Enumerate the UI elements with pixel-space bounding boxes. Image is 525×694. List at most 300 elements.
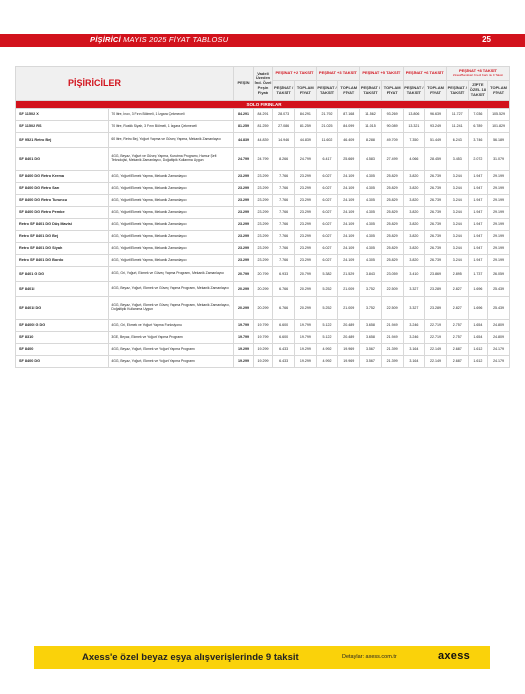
model-name: SF 8400 DG Retro Turuncu bbox=[16, 195, 109, 207]
price-cell: 20.799 bbox=[234, 267, 254, 282]
price-cell: 21.399 bbox=[381, 356, 403, 368]
price-cell: 3.244 bbox=[446, 219, 468, 231]
sub-pesinat-taksit: PEŞİNAT / TAKSİT bbox=[316, 81, 338, 101]
price-cell: 1.696 bbox=[468, 297, 488, 320]
price-cell: 24.109 bbox=[338, 207, 360, 219]
price-cell: 2.827 bbox=[446, 282, 468, 297]
price-cell: 24.799 bbox=[234, 148, 254, 171]
price-cell: 24.109 bbox=[338, 195, 360, 207]
price-cell: 6.433 bbox=[273, 344, 295, 356]
price-cell: 21.025 bbox=[316, 121, 338, 133]
price-cell: 26.739 bbox=[425, 207, 447, 219]
price-cell: 3.820 bbox=[403, 183, 425, 195]
price-cell: 20.299 bbox=[234, 297, 254, 320]
price-cell: 11.727 bbox=[446, 109, 468, 121]
price-cell: 26.739 bbox=[425, 171, 447, 183]
price-cell: 6.417 bbox=[316, 148, 338, 171]
price-cell: 25.829 bbox=[381, 219, 403, 231]
table-row bbox=[16, 320, 510, 332]
price-cell: 26.739 bbox=[425, 195, 447, 207]
price-cell: 3.244 bbox=[446, 183, 468, 195]
price-cell: 20.489 bbox=[338, 332, 360, 344]
price-cell: 23.299 bbox=[253, 255, 273, 267]
price-cell: 1.947 bbox=[468, 183, 488, 195]
price-cell: 7.766 bbox=[273, 255, 295, 267]
sub-pesinat-taksit: PEŞİNAT / TAKSİT bbox=[360, 81, 382, 101]
price-cell: 3.746 bbox=[468, 133, 488, 148]
price-cell: 4.305 bbox=[360, 171, 382, 183]
price-cell: 11.602 bbox=[316, 133, 338, 148]
price-cell: 29.199 bbox=[488, 183, 510, 195]
price-cell: 19.969 bbox=[338, 344, 360, 356]
price-cell: 3.410 bbox=[403, 267, 425, 282]
table-row bbox=[16, 344, 510, 356]
sub-toplam-fiyat: TOPLAM FİYAT bbox=[488, 81, 510, 101]
price-cell: 23.299 bbox=[253, 207, 273, 219]
group-2-taksit: PEŞİNAT +2 TAKSİT bbox=[273, 67, 316, 81]
price-cell: 23.299 bbox=[234, 219, 254, 231]
price-cell: 31.079 bbox=[488, 148, 510, 171]
price-cell: 5.122 bbox=[316, 320, 338, 332]
model-name: SF 8400 bbox=[16, 344, 109, 356]
price-cell: 27.086 bbox=[273, 121, 295, 133]
price-cell: 81.259 bbox=[234, 121, 254, 133]
price-cell: 6.243 bbox=[446, 133, 468, 148]
model-description: 4GG, Beyaz, Yoğurt, Ekmek ve Yoğurt Yapma Programı bbox=[109, 344, 234, 356]
price-cell: 28.459 bbox=[425, 148, 447, 171]
price-cell: 84.291 bbox=[294, 109, 316, 121]
price-cell: 44.839 bbox=[234, 133, 254, 148]
price-cell: 28.073 bbox=[273, 109, 295, 121]
price-cell: 23.299 bbox=[294, 171, 316, 183]
price-cell: 24.109 bbox=[338, 171, 360, 183]
price-cell: 96.639 bbox=[425, 109, 447, 121]
price-cell: 25.829 bbox=[381, 207, 403, 219]
model-name: SF 8401I DG bbox=[16, 297, 109, 320]
price-cell: 4.305 bbox=[360, 195, 382, 207]
price-cell: 27.499 bbox=[381, 148, 403, 171]
price-cell: 29.199 bbox=[488, 171, 510, 183]
price-cell: 19.299 bbox=[294, 356, 316, 368]
sub-pesinat-taksit: PEŞİNAT / TAKSİT bbox=[446, 81, 468, 101]
model-description: 4GG, Yoğurt/Ekmek Yapma, Mekanik Zamanlayıcı bbox=[109, 243, 234, 255]
banner-slogan: Axess'e özel beyaz eşya alışverişlerinde 9 taksit bbox=[82, 652, 299, 663]
price-cell: 3.820 bbox=[403, 171, 425, 183]
price-cell: 20.299 bbox=[253, 282, 273, 297]
model-description: 4GG, Yoğurt/Ekmek Yapma, Mekanik Zamanlayıcı bbox=[109, 219, 234, 231]
price-cell: 29.199 bbox=[488, 195, 510, 207]
price-cell: 1.947 bbox=[468, 195, 488, 207]
price-cell: 21.009 bbox=[338, 282, 360, 297]
price-cell: 1.947 bbox=[468, 207, 488, 219]
price-cell: 1.947 bbox=[468, 219, 488, 231]
sub-pesinat-taksit: PEŞİNAT / TAKSİT bbox=[403, 81, 425, 101]
model-name: SF 9521 Retro Bej bbox=[16, 133, 109, 148]
price-cell: 22.509 bbox=[381, 297, 403, 320]
price-cell: 26.739 bbox=[425, 219, 447, 231]
price-cell: 26.739 bbox=[425, 255, 447, 267]
table-row bbox=[16, 219, 510, 231]
price-cell: 25.669 bbox=[338, 148, 360, 171]
price-cell: 24.179 bbox=[488, 356, 510, 368]
price-cell: 7.036 bbox=[468, 109, 488, 121]
model-name: SF 8400 DG Retro Sarı bbox=[16, 183, 109, 195]
price-cell: 25.829 bbox=[381, 243, 403, 255]
price-cell: 1.947 bbox=[468, 231, 488, 243]
price-cell: 84.291 bbox=[253, 109, 273, 121]
price-cell: 25.829 bbox=[381, 255, 403, 267]
price-cell: 3.244 bbox=[446, 255, 468, 267]
price-cell: 3.244 bbox=[446, 195, 468, 207]
price-cell: 81.259 bbox=[253, 121, 273, 133]
model-description: 4GG, Beyaz, Yoğurt ve Güveç Yapma, Kurutma Programı, Hamur Şefi Teknolojisi, Mekanik Zamanlayıcı, Doğaltipik Kullanma Uygun bbox=[109, 148, 234, 171]
price-cell: 19.799 bbox=[294, 320, 316, 332]
model-description: 4GG, Beyaz, Yoğurt, Ekmek ve Güveç Yapma Programı, Mekanik Zamanlayıcı bbox=[109, 282, 234, 297]
price-cell: 6.766 bbox=[273, 297, 295, 320]
price-cell: 13.806 bbox=[403, 109, 425, 121]
price-cell: 23.299 bbox=[234, 207, 254, 219]
col-pesin: PEŞİN bbox=[234, 67, 254, 101]
section-row bbox=[16, 101, 510, 109]
table-row bbox=[16, 255, 510, 267]
model-description: 60 litre, Retro Bej, Yoğurt Yapma ve Güveç Yapma, Mekanik Zamanlayıcı bbox=[109, 133, 234, 148]
price-cell: 6.027 bbox=[316, 171, 338, 183]
price-cell: 1.737 bbox=[468, 267, 488, 282]
model-name: SF 11502 X bbox=[16, 109, 109, 121]
price-cell: 84.099 bbox=[338, 121, 360, 133]
price-cell: 29.199 bbox=[488, 255, 510, 267]
price-cell: 2.687 bbox=[446, 344, 468, 356]
price-cell: 23.299 bbox=[294, 183, 316, 195]
price-cell: 19.799 bbox=[253, 320, 273, 332]
model-name: SF 8401I bbox=[16, 282, 109, 297]
price-cell: 6.027 bbox=[316, 207, 338, 219]
price-cell: 23.299 bbox=[234, 243, 254, 255]
price-cell: 21.399 bbox=[381, 344, 403, 356]
price-cell: 105.529 bbox=[488, 109, 510, 121]
price-cell: 19.799 bbox=[234, 332, 254, 344]
promo-banner[interactable] bbox=[34, 646, 490, 669]
sub-pesinat-taksit: PEŞİNAT / TAKSİT bbox=[273, 81, 295, 101]
sub-ozel-18-taksit: ZİPTE ÖZEL 18 TAKSİT bbox=[468, 81, 488, 101]
price-cell: 19.299 bbox=[294, 344, 316, 356]
price-cell: 20.299 bbox=[234, 282, 254, 297]
sub-toplam-fiyat: TOPLAM FİYAT bbox=[294, 81, 316, 101]
price-cell: 1.947 bbox=[468, 243, 488, 255]
price-cell: 23.059 bbox=[381, 267, 403, 282]
price-cell: 11.562 bbox=[360, 109, 382, 121]
table-row bbox=[16, 183, 510, 195]
model-description: 4GG, Gri, Ekmek ve Yoğurt Yapma Fonksiyonu bbox=[109, 320, 234, 332]
price-cell: 87.168 bbox=[338, 109, 360, 121]
price-cell: 24.799 bbox=[253, 148, 273, 171]
model-name: Retro SF 8401 DG Siyah bbox=[16, 243, 109, 255]
price-cell: 46.409 bbox=[338, 133, 360, 148]
price-cell: 3.752 bbox=[360, 282, 382, 297]
table-row bbox=[16, 267, 510, 282]
price-cell: 5.122 bbox=[316, 332, 338, 344]
price-cell: 25.439 bbox=[488, 282, 510, 297]
price-cell: 3.164 bbox=[403, 344, 425, 356]
price-cell: 2.827 bbox=[446, 297, 468, 320]
price-cell: 2.687 bbox=[446, 356, 468, 368]
price-cell: 7.766 bbox=[273, 243, 295, 255]
price-cell: 6.027 bbox=[316, 231, 338, 243]
price-cell: 22.719 bbox=[425, 320, 447, 332]
price-cell: 19.799 bbox=[294, 332, 316, 344]
price-cell: 24.109 bbox=[338, 231, 360, 243]
price-cell: 25.439 bbox=[488, 297, 510, 320]
price-cell: 24.109 bbox=[338, 183, 360, 195]
price-cell: 3.244 bbox=[446, 171, 468, 183]
price-cell: 4.992 bbox=[316, 344, 338, 356]
price-cell: 23.299 bbox=[234, 231, 254, 243]
table-row bbox=[16, 297, 510, 320]
price-table bbox=[15, 66, 510, 368]
model-description: 4GG, Yoğurt/Ekmek Yapma, Mekanik Zamanlayıcı bbox=[109, 183, 234, 195]
price-cell: 25.829 bbox=[381, 171, 403, 183]
price-cell: 20.799 bbox=[253, 267, 273, 282]
price-cell: 49.709 bbox=[381, 133, 403, 148]
price-cell: 23.299 bbox=[294, 219, 316, 231]
price-cell: 23.299 bbox=[234, 183, 254, 195]
price-cell: 8.266 bbox=[273, 148, 295, 171]
price-cell: 4.305 bbox=[360, 219, 382, 231]
price-cell: 13.321 bbox=[403, 121, 425, 133]
table-row bbox=[16, 171, 510, 183]
price-cell: 24.809 bbox=[488, 320, 510, 332]
price-cell: 7.766 bbox=[273, 183, 295, 195]
price-cell: 23.299 bbox=[253, 171, 273, 183]
price-cell: 6.789 bbox=[468, 121, 488, 133]
page-number: 25 bbox=[482, 35, 491, 44]
price-cell: 11.015 bbox=[360, 121, 382, 133]
price-cell: 3.164 bbox=[403, 356, 425, 368]
price-cell: 3.246 bbox=[403, 332, 425, 344]
page-title: PİŞİRİCİ MAYIS 2025 FİYAT TABLOSU bbox=[90, 35, 229, 44]
sub-toplam-fiyat: TOPLAM FİYAT bbox=[381, 81, 403, 101]
price-cell: 4.066 bbox=[403, 148, 425, 171]
price-cell: 2.757 bbox=[446, 320, 468, 332]
table-row bbox=[16, 243, 510, 255]
price-cell: 1.612 bbox=[468, 356, 488, 368]
price-cell: 7.766 bbox=[273, 231, 295, 243]
price-cell: 29.199 bbox=[488, 219, 510, 231]
table-row bbox=[16, 207, 510, 219]
price-cell: 23.299 bbox=[294, 207, 316, 219]
price-cell: 22.719 bbox=[425, 332, 447, 344]
price-cell: 6.027 bbox=[316, 243, 338, 255]
price-cell: 3.820 bbox=[403, 255, 425, 267]
banner-details-link[interactable]: Detaylar: axess.com.tr bbox=[342, 654, 397, 660]
price-cell: 23.299 bbox=[234, 171, 254, 183]
page-header-bar bbox=[0, 34, 525, 47]
price-cell: 23.299 bbox=[234, 255, 254, 267]
price-cell: 2.757 bbox=[446, 332, 468, 344]
price-cell: 5.382 bbox=[316, 267, 338, 282]
price-cell: 3.246 bbox=[403, 320, 425, 332]
price-cell: 24.109 bbox=[338, 255, 360, 267]
price-cell: 23.299 bbox=[294, 243, 316, 255]
model-description: 70 litre, İnox, 3 Fırın Bölmeli, 1 İzgara Çekmeceli bbox=[109, 109, 234, 121]
price-cell: 20.299 bbox=[294, 297, 316, 320]
model-description: 4GG, Beyaz, Yoğurt, Ekmek ve Yoğurt Yapma Programı bbox=[109, 356, 234, 368]
price-cell: 1.654 bbox=[468, 320, 488, 332]
price-cell: 6.600 bbox=[273, 320, 295, 332]
price-cell: 23.299 bbox=[294, 255, 316, 267]
price-cell: 5.252 bbox=[316, 297, 338, 320]
table-row bbox=[16, 231, 510, 243]
price-cell: 8.288 bbox=[360, 133, 382, 148]
price-cell: 3.567 bbox=[360, 344, 382, 356]
price-cell: 21.009 bbox=[338, 297, 360, 320]
model-description: 4GG, Yoğurt/Ekmek Yapma, Mekanik Zamanlayıcı bbox=[109, 255, 234, 267]
price-cell: 7.766 bbox=[273, 219, 295, 231]
group-5-taksit: PEŞİNAT +5 TAKSİT bbox=[360, 67, 403, 81]
price-cell: 23.869 bbox=[425, 267, 447, 282]
price-cell: 3.658 bbox=[360, 320, 382, 332]
price-cell: 93.249 bbox=[425, 121, 447, 133]
price-cell: 3.453 bbox=[446, 148, 468, 171]
model-name: SF 8400 DG Retro Krema bbox=[16, 171, 109, 183]
price-cell: 20.799 bbox=[294, 267, 316, 282]
price-cell: 26.739 bbox=[425, 231, 447, 243]
price-cell: 3.567 bbox=[360, 356, 382, 368]
price-cell: 7.766 bbox=[273, 207, 295, 219]
price-cell: 51.449 bbox=[425, 133, 447, 148]
group-6-taksit: PEŞİNAT +6 TAKSİT bbox=[403, 67, 446, 81]
price-cell: 93.269 bbox=[381, 109, 403, 121]
price-cell: 2.895 bbox=[446, 267, 468, 282]
price-cell: 84.291 bbox=[234, 109, 254, 121]
model-name: SF 8400 DG bbox=[16, 356, 109, 368]
axess-logo: axess bbox=[437, 650, 471, 662]
price-cell: 24.109 bbox=[338, 243, 360, 255]
price-cell: 3.244 bbox=[446, 207, 468, 219]
model-description: 4GG, Yoğurt/Ekmek Yapma, Mekanik Zamanlayıcı bbox=[109, 171, 234, 183]
price-cell: 44.839 bbox=[253, 133, 273, 148]
price-cell: 24.109 bbox=[338, 219, 360, 231]
price-cell: 26.739 bbox=[425, 243, 447, 255]
price-cell: 1.612 bbox=[468, 344, 488, 356]
table-row bbox=[16, 121, 510, 133]
price-cell: 6.600 bbox=[273, 332, 295, 344]
price-cell: 23.299 bbox=[234, 195, 254, 207]
price-cell: 3.820 bbox=[403, 231, 425, 243]
price-cell: 11.241 bbox=[446, 121, 468, 133]
group-8-taksit: PEŞİNAT +8 TAKSİT Ziraat/Bankkart Kredi Kartı ile 9 Taksit bbox=[446, 67, 509, 81]
table-row bbox=[16, 356, 510, 368]
price-cell: 6.766 bbox=[273, 282, 295, 297]
model-description: 70 litre, Rustik Siyah, 3 Fırın Bölmeli, 1 İzgara Çekmeceli bbox=[109, 121, 234, 133]
price-cell: 3.820 bbox=[403, 243, 425, 255]
price-cell: 21.529 bbox=[338, 267, 360, 282]
price-cell: 81.259 bbox=[294, 121, 316, 133]
model-description: 4GG, Yoğurt/Ekmek Yapma, Mekanik Zamanlayıcı bbox=[109, 195, 234, 207]
price-cell: 7.350 bbox=[403, 133, 425, 148]
price-cell: 3.843 bbox=[360, 267, 382, 282]
price-cell: 29.199 bbox=[488, 243, 510, 255]
price-cell: 20.299 bbox=[294, 282, 316, 297]
price-cell: 25.829 bbox=[381, 195, 403, 207]
price-cell: 3.327 bbox=[403, 297, 425, 320]
price-cell: 1.654 bbox=[468, 332, 488, 344]
price-cell: 19.799 bbox=[234, 320, 254, 332]
table-row bbox=[16, 195, 510, 207]
price-cell: 6.027 bbox=[316, 255, 338, 267]
price-cell: 4.305 bbox=[360, 243, 382, 255]
table-row bbox=[16, 148, 510, 171]
price-cell: 6.433 bbox=[273, 356, 295, 368]
price-cell: 19.969 bbox=[338, 356, 360, 368]
model-description: 3GE, Beyaz, Ekmek ve Yoğurt Yapma Programı bbox=[109, 332, 234, 344]
price-cell: 3.327 bbox=[403, 282, 425, 297]
price-cell: 7.766 bbox=[273, 195, 295, 207]
section-title: SOLO FIRINLAR bbox=[16, 101, 510, 109]
price-cell: 4.305 bbox=[360, 183, 382, 195]
price-cell: 25.829 bbox=[381, 231, 403, 243]
price-cell: 6.027 bbox=[316, 219, 338, 231]
model-description: 4GG, Yoğurt/Ekmek Yapma, Mekanik Zamanlayıcı bbox=[109, 207, 234, 219]
price-cell: 3.820 bbox=[403, 219, 425, 231]
price-cell: 25.829 bbox=[381, 183, 403, 195]
col-vadeli: Vadeli Üzeden İnd. Özel Peşin Fiyatı bbox=[253, 67, 273, 101]
sub-toplam-fiyat: TOPLAM FİYAT bbox=[425, 81, 447, 101]
model-name: SF 8400I G DG bbox=[16, 320, 109, 332]
category-title: PİŞİRİCİLER bbox=[16, 67, 234, 101]
price-cell: 19.299 bbox=[234, 356, 254, 368]
price-cell: 20.299 bbox=[253, 297, 273, 320]
price-cell: 44.839 bbox=[294, 133, 316, 148]
price-cell: 3.658 bbox=[360, 332, 382, 344]
price-cell: 3.752 bbox=[360, 297, 382, 320]
table-row bbox=[16, 282, 510, 297]
model-description: 4GG, Beyaz, Yoğurt, Ekmek ve Güveç Yapma Programı, Mekanik Zamanlayıcı, Doğaltipik Kullanıma Uygun bbox=[109, 297, 234, 320]
price-cell: 19.799 bbox=[253, 332, 273, 344]
table-row bbox=[16, 332, 510, 344]
price-cell: 23.289 bbox=[425, 297, 447, 320]
price-cell: 19.299 bbox=[234, 344, 254, 356]
price-cell: 21.949 bbox=[381, 320, 403, 332]
price-cell: 23.299 bbox=[253, 243, 273, 255]
price-cell: 24.179 bbox=[488, 344, 510, 356]
model-name: SF 8401 DG bbox=[16, 148, 109, 171]
group-3-taksit: PEŞİNAT +3 TAKSİT bbox=[316, 67, 359, 81]
price-cell: 3.820 bbox=[403, 207, 425, 219]
price-cell: 6.027 bbox=[316, 195, 338, 207]
price-cell: 24.799 bbox=[294, 148, 316, 171]
price-cell: 23.299 bbox=[253, 219, 273, 231]
model-description: 4GG, Gri, Yoğurt, Ekmek ve Güveç Yapma Programı, Mekanik Zamanlayıcı bbox=[109, 267, 234, 282]
price-cell: 1.947 bbox=[468, 255, 488, 267]
price-cell: 29.199 bbox=[488, 207, 510, 219]
price-cell: 1.696 bbox=[468, 282, 488, 297]
price-cell: 23.289 bbox=[425, 282, 447, 297]
model-name: Retro SF 8401 DG Bordo bbox=[16, 255, 109, 267]
model-name: Retro SF 8401 DG Düş Mavisi bbox=[16, 219, 109, 231]
price-cell: 2.072 bbox=[468, 148, 488, 171]
price-cell: 4.305 bbox=[360, 255, 382, 267]
price-cell: 90.089 bbox=[381, 121, 403, 133]
price-cell: 6.933 bbox=[273, 267, 295, 282]
table-row bbox=[16, 133, 510, 148]
price-cell: 29.199 bbox=[488, 231, 510, 243]
price-cell: 19.299 bbox=[253, 344, 273, 356]
model-name: SF 8401 G DG bbox=[16, 267, 109, 282]
price-cell: 4.992 bbox=[316, 356, 338, 368]
price-cell: 6.027 bbox=[316, 183, 338, 195]
price-cell: 3.820 bbox=[403, 195, 425, 207]
